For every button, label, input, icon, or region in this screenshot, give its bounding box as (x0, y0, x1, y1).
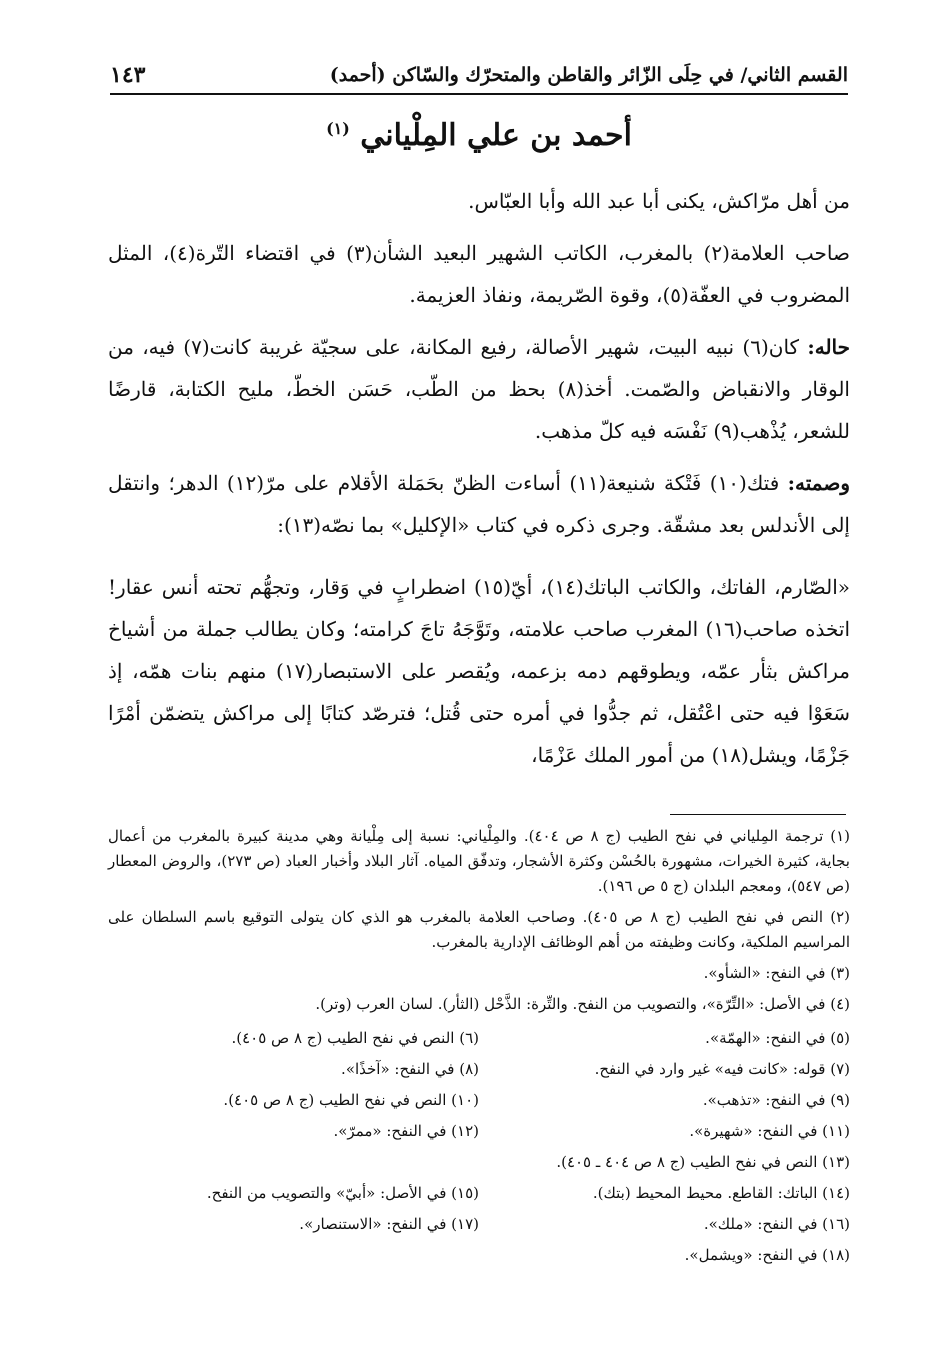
paragraph-origin: من أهل مرّاكش، يكنى أبا عبد الله وأبا العبّاس. (468, 189, 850, 213)
footnote-row (108, 1054, 850, 1085)
footnote-row (108, 1209, 850, 1240)
entry-title (110, 118, 848, 153)
footnote-15: (١٥) في الأصل: «أبيّ» والتصويب من النفح. (206, 1184, 479, 1202)
entry-title-note: (١) (326, 119, 350, 138)
footnote-7: (٧) قوله: «كانت فيه» غير وارد في النفح. (594, 1060, 850, 1078)
body-text (108, 180, 850, 782)
lead-hal: حاله: (807, 335, 851, 359)
footnote-6: (٦) النص في نفح الطيب (ج ٨ ص ٤٠٥). (231, 1029, 479, 1047)
footnote-16: (١٦) في النفح: «ملك». (703, 1215, 850, 1233)
footnote-rule (670, 814, 846, 815)
footnote-row (108, 1116, 850, 1147)
entry-title-text: أحمد بن علي المِلْياني (360, 118, 632, 153)
paragraph-office: صاحب العلامة(٢) بالمغرب، الكاتب الشهير البعيد الشأن(٣) في اقتضاء التّرة(٤)، المثل المضروب في العفّة(٥)، وقوة الصّريمة، ونفاذ العزيمة. (108, 241, 850, 307)
footnote-14: (١٤) الباتك: القاطع. محيط المحيط (بتك). (592, 1184, 850, 1202)
footnotes (108, 824, 850, 1271)
footnote-2: (٢) النص في نفح الطيب (ج ٨ ص ٤٠٥). وصاحب العلامة بالمغرب هو الذي كان يتولى التوقيع باسم السلطان على المراسيم الملكية، وكانت وظيفته من أهم الوظائف الإدارية بالمغرب. (108, 908, 851, 951)
footnote-row (108, 1085, 850, 1116)
footnote-4: (٤) في الأصل: «التِّرّة»، والتصويب من النفح. والتِّرة: الذَّحْل (الثأر). لسان العرب (وتر). (315, 995, 850, 1013)
paragraph-character-text: كان(٦) نبيه البيت، شهير الأصالة، رفيع المكانة، على سجيّة غريبة كانت(٧) فيه، من الوقار والانقباض والصّمت. أخذ(٨) بحظ من الطّب، حَسَن الخطّ، مليح الكتابة، قارضًا للشعر، يُذْهب(٩) نَفْسَه فيه كلّ مذهب. (108, 335, 850, 443)
footnote-9: (٩) في النفح: «تذهب». (702, 1091, 850, 1109)
footnote-3: (٣) في النفح: «الشأو». (703, 964, 850, 982)
footnote-10: (١٠) النص في نفح الطيب (ج ٨ ص ٤٠٥). (223, 1091, 479, 1109)
paragraph-character (108, 326, 850, 452)
footnote-17: (١٧) في النفح: «الاستنصار». (299, 1215, 479, 1233)
paragraph-blame-text: فتك(١٠) فَتْكة شنيعة(١١) أساءت الظنّ بحَمَلة الأقلام على مرّ(١٢) الدهر؛ وانتقل إلى الأندلس بعد مشقّة. وجرى ذكره في كتاب «الإكليل» بما نصّه(١٣): (108, 471, 850, 537)
footnote-13: (١٣) النص في نفح الطيب (ج ٨ ص ٤٠٤ ـ ٤٠٥). (556, 1153, 850, 1171)
lead-wasm: وصمته: (787, 471, 850, 495)
footnote-8: (٨) في النفح: «آخذًا». (341, 1060, 479, 1078)
footnote-5: (٥) في النفح: «الهمّة». (705, 1029, 850, 1047)
footnote-1: (١) ترجمة المِلياني في نفح الطيب (ج ٨ ص ٤٠٤). والمِلْياني: نسبة إلى مِلْيانة وهي مدينة كبيرة بالمغرب من أعمال بجاية، كثيرة الخيرات، مشهورة بالحُسْن وكثرة الأشجار، وتدفّق المياه. آثار البلاد وأخبار العباد (ص ٢٧٣)، والروض المعطار (ص ٥٤٧)، ومعجم البلدان (ج ٥ ص ١٩٦). (108, 827, 850, 895)
footnote-12: (١٢) في النفح: «ممرّ». (333, 1122, 479, 1140)
page-number: ١٤٣ (110, 62, 146, 88)
paragraph-blame (108, 462, 850, 546)
running-title: القسم الثاني/ في حِلَى الزّائر والقاطن والمتحرّك والسّاكن (أحمد) (329, 64, 848, 86)
footnote-row (108, 1178, 850, 1209)
paragraph-quote: «الصّارم، الفاتك، والكاتب الباتك(١٤)، أيّ(١٥) اضطرابٍ في وَقار، وتجهُّم تحته أنس عقار! اتخذه صاحب(١٦) المغرب صاحب علامته، وتَوَّجَهُ تاجَ كرامته؛ وكان يطالب جملة من أشياخ مراكش بثأر عمّه، ويطوقهم دمه بزعمه، ويُقصر على الاستبصار(١٧) منهم بنات همّه، إذ سَعَوْا فيه حتى اعْتُقل، ثم جدُّوا في أمره حتى قُتل؛ فترصّد كتابًا إلى مراكش يتضمّن أمْرًا جَزْمًا، ويشل(١٨) من أمور الملك عَزْمًا، (108, 575, 850, 767)
footnote-row (108, 1023, 850, 1054)
header-rule (110, 93, 848, 95)
footnote-18: (١٨) في النفح: «ويشمل». (684, 1246, 850, 1264)
footnote-11: (١١) في النفح: «شهيرة». (689, 1122, 850, 1140)
page-header (110, 58, 848, 92)
